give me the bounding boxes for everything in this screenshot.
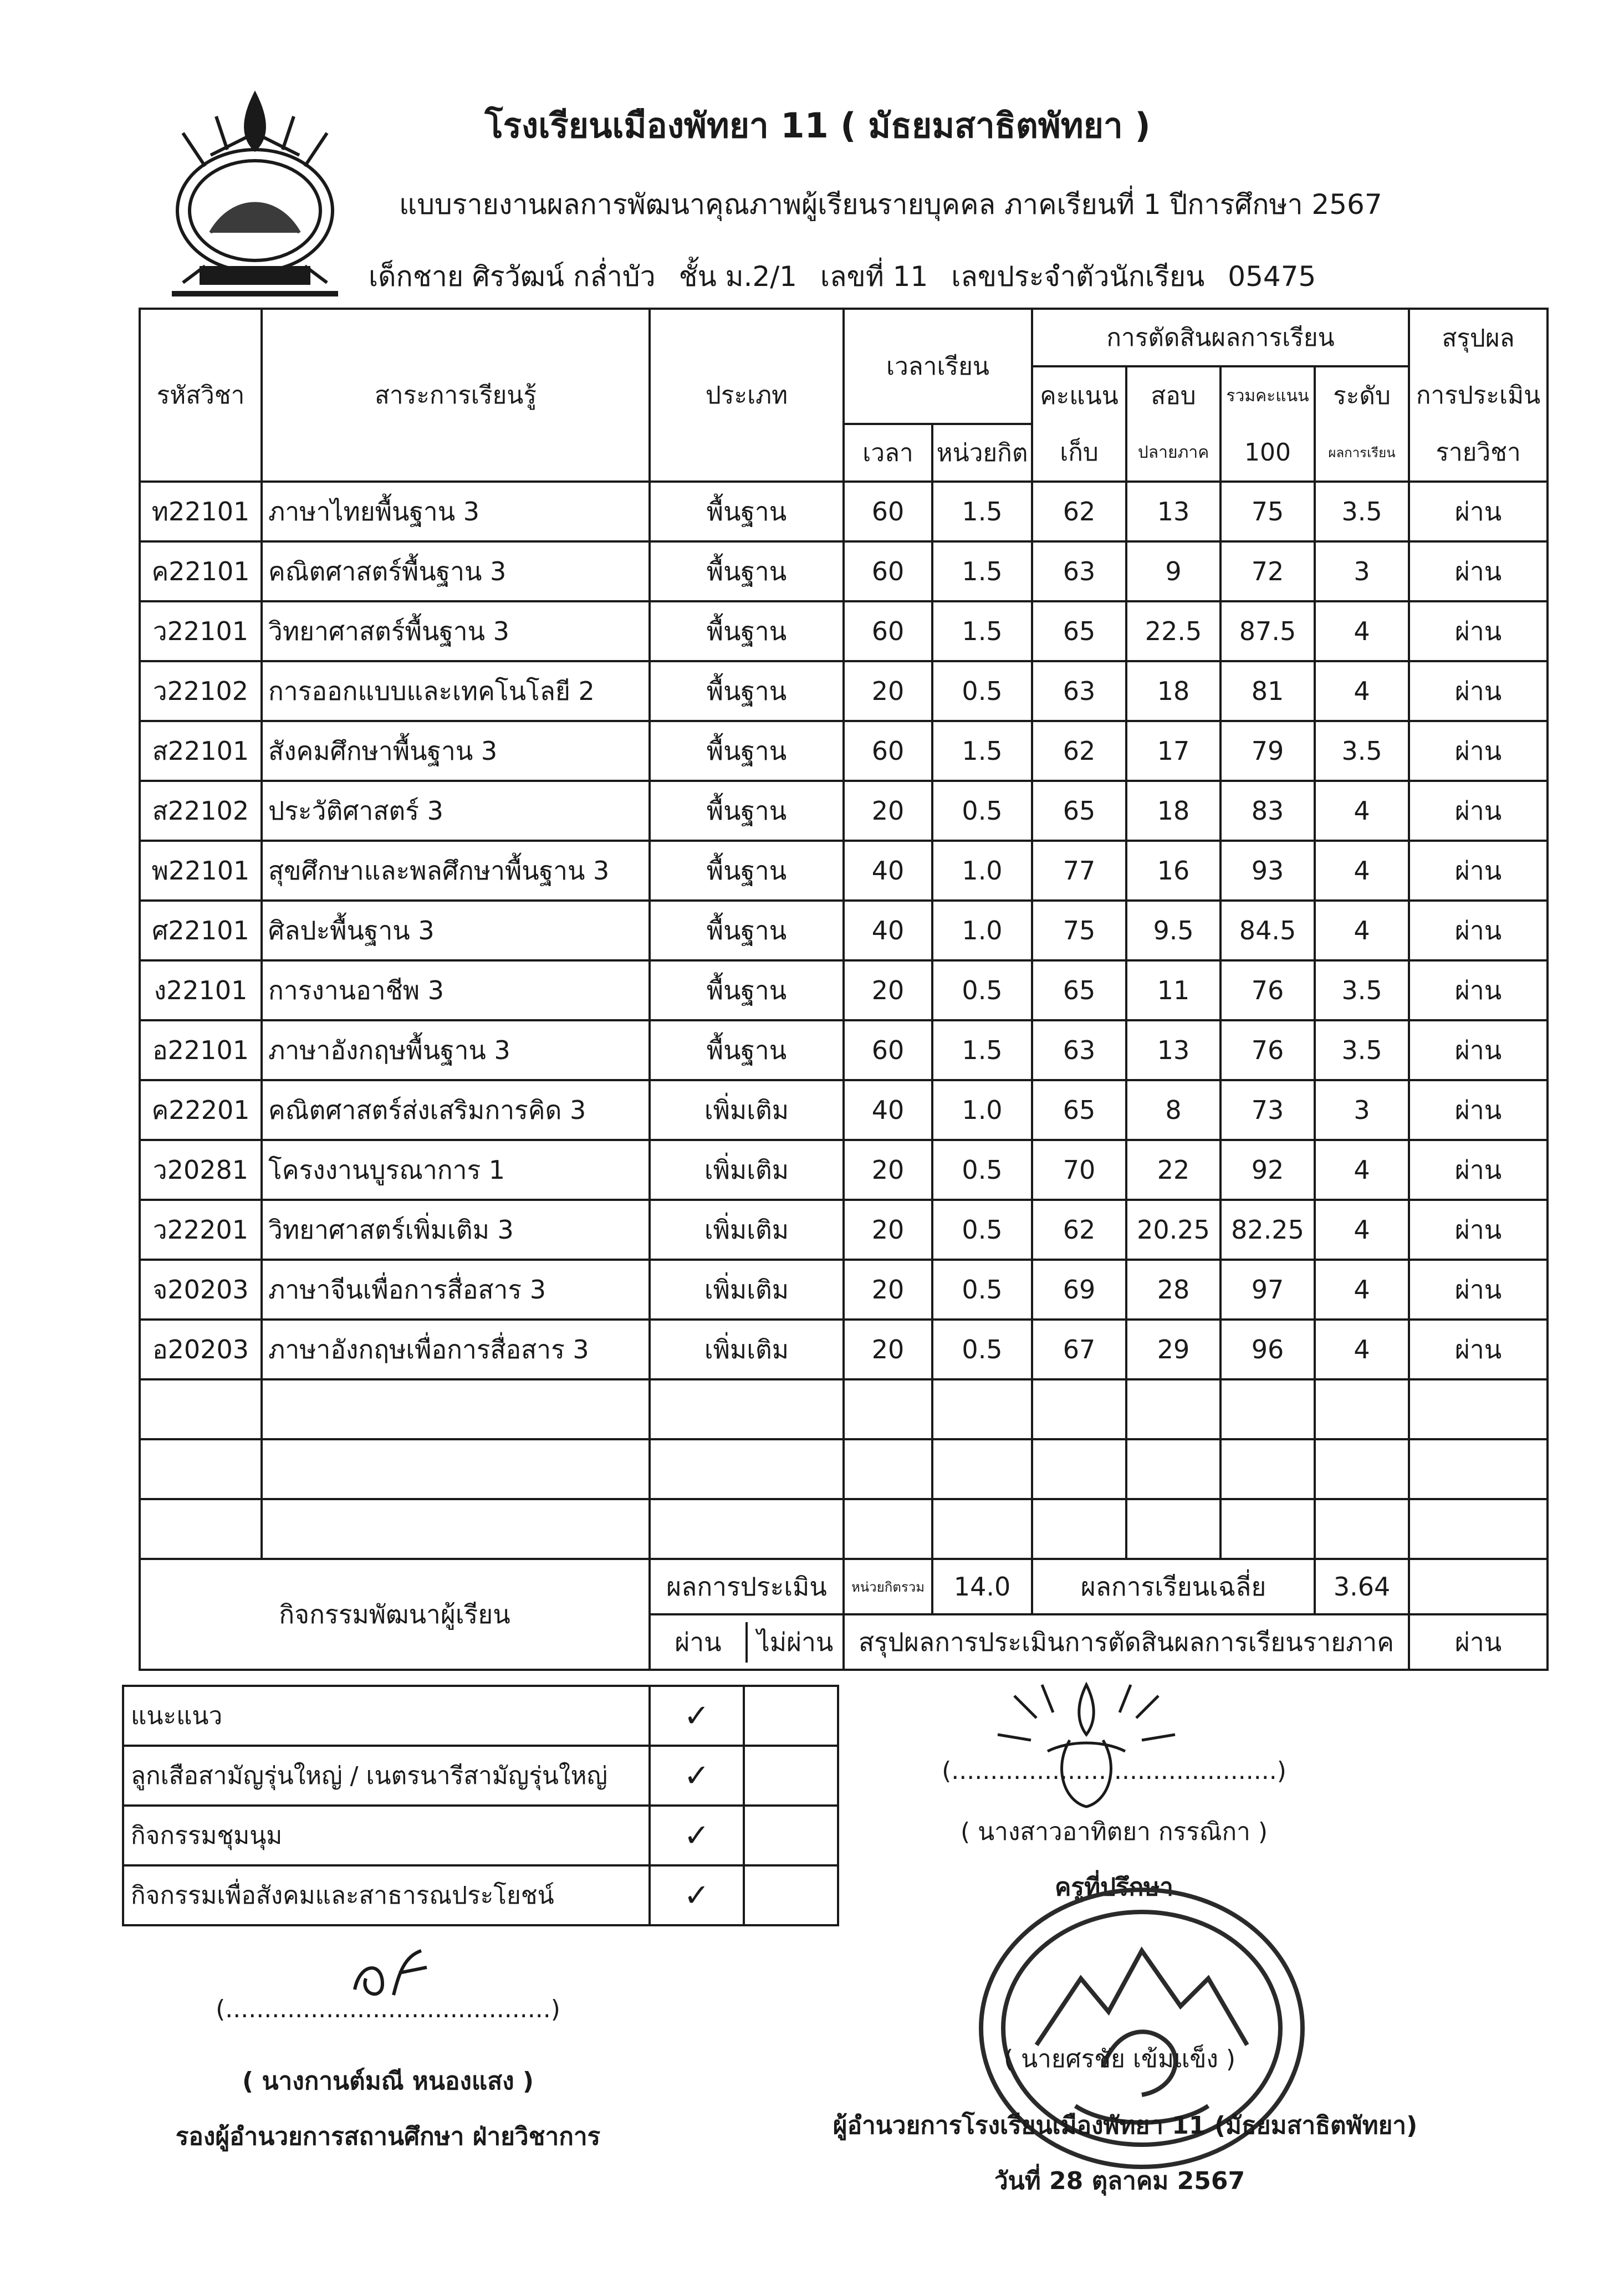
empty-cell [650,1439,844,1499]
semester-summary-label: สรุปผลการประเมินการตัดสินผลการเรียนรายภาค [844,1614,1409,1670]
subject-total: 73 [1220,1080,1315,1140]
header-summary-2: การประเมิน [1409,366,1548,424]
header-summary-3: รายวิชา [1409,424,1548,482]
empty-cell [844,1379,932,1439]
subject-name: โครงงานบูรณาการ 1 [262,1140,650,1200]
deputy-name: ( นางกานต์มณี หนองแสง ) [242,2067,534,2095]
subject-exam: 13 [1126,1020,1220,1080]
header-summary-1: สรุปผล [1409,309,1548,366]
activity-name: กิจกรรมชุมนุม [123,1806,650,1865]
empty-cell [262,1499,650,1559]
empty-cell [650,1499,844,1559]
header-type: ประเภท [650,309,844,482]
student-number: เลขที่ 11 [820,260,928,293]
subject-type: เพิ่มเติม [650,1260,844,1320]
subject-result: ผ่าน [1409,1140,1548,1200]
subject-row [140,1080,1548,1140]
subject-name: การงานอาชีพ 3 [262,960,650,1020]
subject-time: 40 [844,1080,932,1140]
subject-total: 76 [1220,960,1315,1020]
subject-exam: 28 [1126,1260,1220,1320]
subject-code: ว22101 [140,601,262,661]
subject-grade: 4 [1315,661,1409,721]
subject-total: 96 [1220,1320,1315,1379]
subject-name: คณิตศาสตร์พื้นฐาน 3 [262,541,650,601]
subject-result: ผ่าน [1409,960,1548,1020]
subject-type: พื้นฐาน [650,960,844,1020]
subject-credit: 1.5 [932,721,1032,781]
subject-exam: 17 [1126,721,1220,781]
subject-row [140,901,1548,960]
subject-time: 60 [844,541,932,601]
header-score-2: เก็บ [1032,424,1126,482]
subject-type: เพิ่มเติม [650,1080,844,1140]
fail-cell [744,1865,838,1925]
subject-time: 20 [844,960,932,1020]
subject-result: ผ่าน [1409,1080,1548,1140]
subject-total: 82.25 [1220,1200,1315,1260]
subject-code: ศ22101 [140,901,262,960]
subject-grade: 3 [1315,1080,1409,1140]
subject-result: ผ่าน [1409,541,1548,601]
subject-result: ผ่าน [1409,781,1548,841]
activities-table [122,1685,839,1926]
pass-label: ผ่าน [651,1622,748,1663]
empty-cell [650,1379,844,1439]
subject-row [140,661,1548,721]
subject-score: 62 [1032,721,1126,781]
subject-exam: 22.5 [1126,601,1220,661]
subject-name: วิทยาศาสตร์เพิ่มเติม 3 [262,1200,650,1260]
subject-type: พื้นฐาน [650,841,844,901]
empty-cell [1315,1499,1409,1559]
subject-score: 65 [1032,1080,1126,1140]
subject-score: 62 [1032,482,1126,541]
subject-type: เพิ่มเติม [650,1200,844,1260]
empty-cell [1409,1559,1548,1614]
subject-type: พื้นฐาน [650,721,844,781]
subject-row [140,1140,1548,1200]
empty-cell [262,1439,650,1499]
header-code: รหัสวิชา [140,309,262,482]
subject-grade: 4 [1315,1140,1409,1200]
subject-time: 20 [844,1320,932,1379]
empty-cell [1126,1439,1220,1499]
subject-credit: 0.5 [932,960,1032,1020]
subject-time: 60 [844,1020,932,1080]
subject-code: ง22101 [140,960,262,1020]
subject-grade: 3.5 [1315,721,1409,781]
subject-row [140,482,1548,541]
subject-name: คณิตศาสตร์ส่งเสริมการคิด 3 [262,1080,650,1140]
gpa: 3.64 [1315,1559,1409,1614]
subject-score: 63 [1032,1020,1126,1080]
subject-type: พื้นฐาน [650,1020,844,1080]
header-score-1: คะแนน [1032,366,1126,424]
header-total-1: รวมคะแนน [1220,366,1315,424]
fail-cell [744,1686,838,1746]
subject-credit: 1.5 [932,541,1032,601]
fail-label: ไม่ผ่าน [757,1627,834,1657]
subject-total: 81 [1220,661,1315,721]
subject-row [140,1320,1548,1379]
subject-time: 20 [844,1200,932,1260]
subject-total: 76 [1220,1020,1315,1080]
subject-grade: 4 [1315,1320,1409,1379]
subject-exam: 9.5 [1126,901,1220,960]
subject-time: 20 [844,1140,932,1200]
subject-name: ภาษาจีนเพื่อการสื่อสาร 3 [262,1260,650,1320]
activity-row [123,1686,838,1746]
subject-score: 63 [1032,541,1126,601]
subject-credit: 0.5 [932,1200,1032,1260]
header-grade-2: ผลการเรียน [1315,424,1409,482]
empty-cell [1409,1499,1548,1559]
empty-cell [140,1439,262,1499]
subject-score: 65 [1032,781,1126,841]
advisor-signature-mark [981,1674,1192,1818]
check-icon: ✓ [650,1746,744,1806]
subject-code: ว22102 [140,661,262,721]
subject-grade: 3.5 [1315,482,1409,541]
gpa-label: ผลการเรียนเฉลี่ย [1032,1559,1315,1614]
subject-result: ผ่าน [1409,661,1548,721]
empty-cell [1409,1379,1548,1439]
student-name: เด็กชาย ศิรวัฒน์ กล่ำบัว [369,260,656,293]
subject-type: พื้นฐาน [650,541,844,601]
subject-row [140,721,1548,781]
subject-exam: 18 [1126,781,1220,841]
empty-cell [1032,1379,1126,1439]
empty-cell [140,1379,262,1439]
subject-type: เพิ่มเติม [650,1320,844,1379]
subject-time: 20 [844,661,932,721]
subject-total: 84.5 [1220,901,1315,960]
empty-cell [262,1379,650,1439]
subject-exam: 18 [1126,661,1220,721]
subject-exam: 9 [1126,541,1220,601]
director-title: ผู้อำนวยการโรงเรียนเมืองพัทยา 11 (มัธยมสาธิตพัทยา) [833,2111,1418,2140]
subject-code: ท22101 [140,482,262,541]
subject-credit: 1.5 [932,601,1032,661]
subject-result: ผ่าน [1409,841,1548,901]
subject-score: 63 [1032,661,1126,721]
subject-type: พื้นฐาน [650,901,844,960]
subject-result: ผ่าน [1409,1260,1548,1320]
subject-code: ค22101 [140,541,262,601]
student-class: ชั้น ม.2/1 [678,260,797,293]
subject-code: ค22201 [140,1080,262,1140]
subject-row [140,841,1548,901]
official-stamp [964,1868,1319,2200]
deputy-title: รองผู้อำนวยการสถานศึกษา ฝ่ายวิชาการ [175,2123,601,2151]
activity-name: แนะแนว [123,1686,650,1746]
empty-cell [844,1499,932,1559]
subject-time: 20 [844,1260,932,1320]
subject-type: พื้นฐาน [650,781,844,841]
subject-name: ประวัติศาสตร์ 3 [262,781,650,841]
director-name: ( นายศรชัย เข้มแข็ง ) [1003,2045,1236,2073]
empty-cell [1126,1379,1220,1439]
header-exam-1: สอบ [1126,366,1220,424]
subject-result: ผ่าน [1409,901,1548,960]
eval-result-label: ผลการประเมิน [650,1559,844,1614]
empty-cell [1315,1379,1409,1439]
subject-result: ผ่าน [1409,1200,1548,1260]
subject-score: 75 [1032,901,1126,960]
subject-exam: 8 [1126,1080,1220,1140]
subject-type: เพิ่มเติม [650,1140,844,1200]
subject-result: ผ่าน [1409,1020,1548,1080]
check-icon: ✓ [650,1686,744,1746]
student-id-label: เลขประจำตัวนักเรียน [951,260,1205,293]
subject-name: ภาษาไทยพื้นฐาน 3 [262,482,650,541]
subject-exam: 22 [1126,1140,1220,1200]
subject-total: 93 [1220,841,1315,901]
empty-cell [1220,1379,1315,1439]
student-info [369,255,1330,299]
empty-cell [1220,1439,1315,1499]
subject-grade: 3 [1315,541,1409,601]
empty-cell [1032,1499,1126,1559]
header-study-time: เวลาเรียน [844,309,1032,424]
empty-cell [932,1439,1032,1499]
subject-code: ส22102 [140,781,262,841]
subject-grade: 4 [1315,781,1409,841]
subject-row [140,960,1548,1020]
activity-row [123,1806,838,1865]
activity-row [123,1746,838,1806]
subject-name: สังคมศึกษาพื้นฐาน 3 [262,721,650,781]
subject-row [140,601,1548,661]
activity-name: ลูกเสือสามัญรุ่นใหญ่ / เนตรนารีสามัญรุ่นใหญ่ [123,1746,650,1806]
subject-grade: 4 [1315,1200,1409,1260]
header-subject: สาระการเรียนรู้ [262,309,650,482]
subject-exam: 20.25 [1126,1200,1220,1260]
subject-credit: 0.5 [932,781,1032,841]
header-credit: หน่วยกิต [932,424,1032,482]
subject-credit: 1.0 [932,1080,1032,1140]
header-time: เวลา [844,424,932,482]
empty-cell [844,1439,932,1499]
subject-total: 75 [1220,482,1315,541]
subject-credit: 0.5 [932,1320,1032,1379]
student-id: 05475 [1228,260,1316,293]
advisor-title: ครูที่ปรึกษา [1055,1873,1173,1901]
subject-credit: 0.5 [932,1140,1032,1200]
empty-cell [932,1379,1032,1439]
subject-type: พื้นฐาน [650,482,844,541]
subject-row [140,1020,1548,1080]
subject-row [140,1260,1548,1320]
subject-grade: 3.5 [1315,1020,1409,1080]
subject-result: ผ่าน [1409,1320,1548,1379]
activity-name: กิจกรรมเพื่อสังคมและสาธารณประโยชน์ [123,1865,650,1925]
subject-name: สุขศึกษาและพลศึกษาพื้นฐาน 3 [262,841,650,901]
subject-code: พ22101 [140,841,262,901]
subject-time: 60 [844,721,932,781]
subject-name: ศิลปะพื้นฐาน 3 [262,901,650,960]
header-grade-1: ระดับ [1315,366,1409,424]
subject-total: 83 [1220,781,1315,841]
subject-score: 77 [1032,841,1126,901]
subject-name: การออกแบบและเทคโนโลยี 2 [262,661,650,721]
subject-grade: 4 [1315,601,1409,661]
activity-row [123,1865,838,1925]
subject-exam: 13 [1126,482,1220,541]
subject-name: ภาษาอังกฤษพื้นฐาน 3 [262,1020,650,1080]
deputy-signature-line: (..........................................) [216,1995,560,2023]
school-name: โรงเรียนเมืองพัทยา 11 ( มัธยมสาธิตพัทยา ) [484,105,1151,146]
advisor-signature-line: (..........................................) [942,1757,1286,1785]
subject-credit: 1.0 [932,901,1032,960]
subject-result: ผ่าน [1409,482,1548,541]
subject-code: อ22101 [140,1020,262,1080]
subject-total: 97 [1220,1260,1315,1320]
subject-exam: 29 [1126,1320,1220,1379]
empty-cell [1126,1499,1220,1559]
subject-total: 79 [1220,721,1315,781]
subject-total: 72 [1220,541,1315,601]
empty-cell [1409,1439,1548,1499]
total-credit-label: หน่วยกิตรวม [844,1559,932,1614]
report-title: แบบรายงานผลการพัฒนาคุณภาพผู้เรียนรายบุคคล ภาคเรียนที่ 1 ปีการศึกษา 2567 [399,188,1382,221]
fail-cell [744,1746,838,1806]
subject-credit: 0.5 [932,1260,1032,1320]
check-icon: ✓ [650,1806,744,1865]
header-exam-2: ปลายภาค [1126,424,1220,482]
empty-cell [1032,1439,1126,1499]
subject-score: 69 [1032,1260,1126,1320]
document-date: วันที่ 28 ตุลาคม 2567 [994,2167,1245,2195]
subject-time: 40 [844,901,932,960]
subject-score: 65 [1032,601,1126,661]
subject-code: จ20203 [140,1260,262,1320]
subject-result: ผ่าน [1409,721,1548,781]
subject-time: 20 [844,781,932,841]
subject-grade: 4 [1315,841,1409,901]
subject-name: วิทยาศาสตร์พื้นฐาน 3 [262,601,650,661]
subject-score: 62 [1032,1200,1126,1260]
empty-cell [932,1499,1032,1559]
subject-time: 40 [844,841,932,901]
grades-table [139,308,1549,1671]
subject-score: 70 [1032,1140,1126,1200]
subject-type: พื้นฐาน [650,661,844,721]
subject-exam: 11 [1126,960,1220,1020]
subject-row [140,781,1548,841]
subject-credit: 1.5 [932,482,1032,541]
subject-row [140,1200,1548,1260]
empty-cell [1315,1439,1409,1499]
empty-cell [140,1499,262,1559]
subject-result: ผ่าน [1409,601,1548,661]
subject-grade: 4 [1315,1260,1409,1320]
subject-code: อ20203 [140,1320,262,1379]
subject-time: 60 [844,482,932,541]
check-icon: ✓ [650,1865,744,1925]
subject-credit: 1.5 [932,1020,1032,1080]
subject-score: 67 [1032,1320,1126,1379]
subject-credit: 0.5 [932,661,1032,721]
subject-total: 92 [1220,1140,1315,1200]
subject-credit: 1.0 [932,841,1032,901]
fail-cell [744,1806,838,1865]
header-total-2: 100 [1220,424,1315,482]
subject-exam: 16 [1126,841,1220,901]
empty-cell [1220,1499,1315,1559]
subject-time: 60 [844,601,932,661]
total-credit: 14.0 [932,1559,1032,1614]
semester-result: ผ่าน [1409,1614,1548,1670]
subject-row [140,541,1548,601]
subject-code: ว20281 [140,1140,262,1200]
subject-code: ส22101 [140,721,262,781]
subject-total: 87.5 [1220,601,1315,661]
subject-type: พื้นฐาน [650,601,844,661]
advisor-name: ( นางสาวอาทิตยา กรรณิกา ) [960,1818,1268,1846]
subject-code: ว22201 [140,1200,262,1260]
header-judgement: การตัดสินผลการเรียน [1032,309,1409,366]
subject-score: 65 [1032,960,1126,1020]
subject-name: ภาษาอังกฤษเพื่อการสื่อสาร 3 [262,1320,650,1379]
activity-header: กิจกรรมพัฒนาผู้เรียน [140,1559,650,1670]
subject-grade: 3.5 [1315,960,1409,1020]
subject-grade: 4 [1315,901,1409,960]
